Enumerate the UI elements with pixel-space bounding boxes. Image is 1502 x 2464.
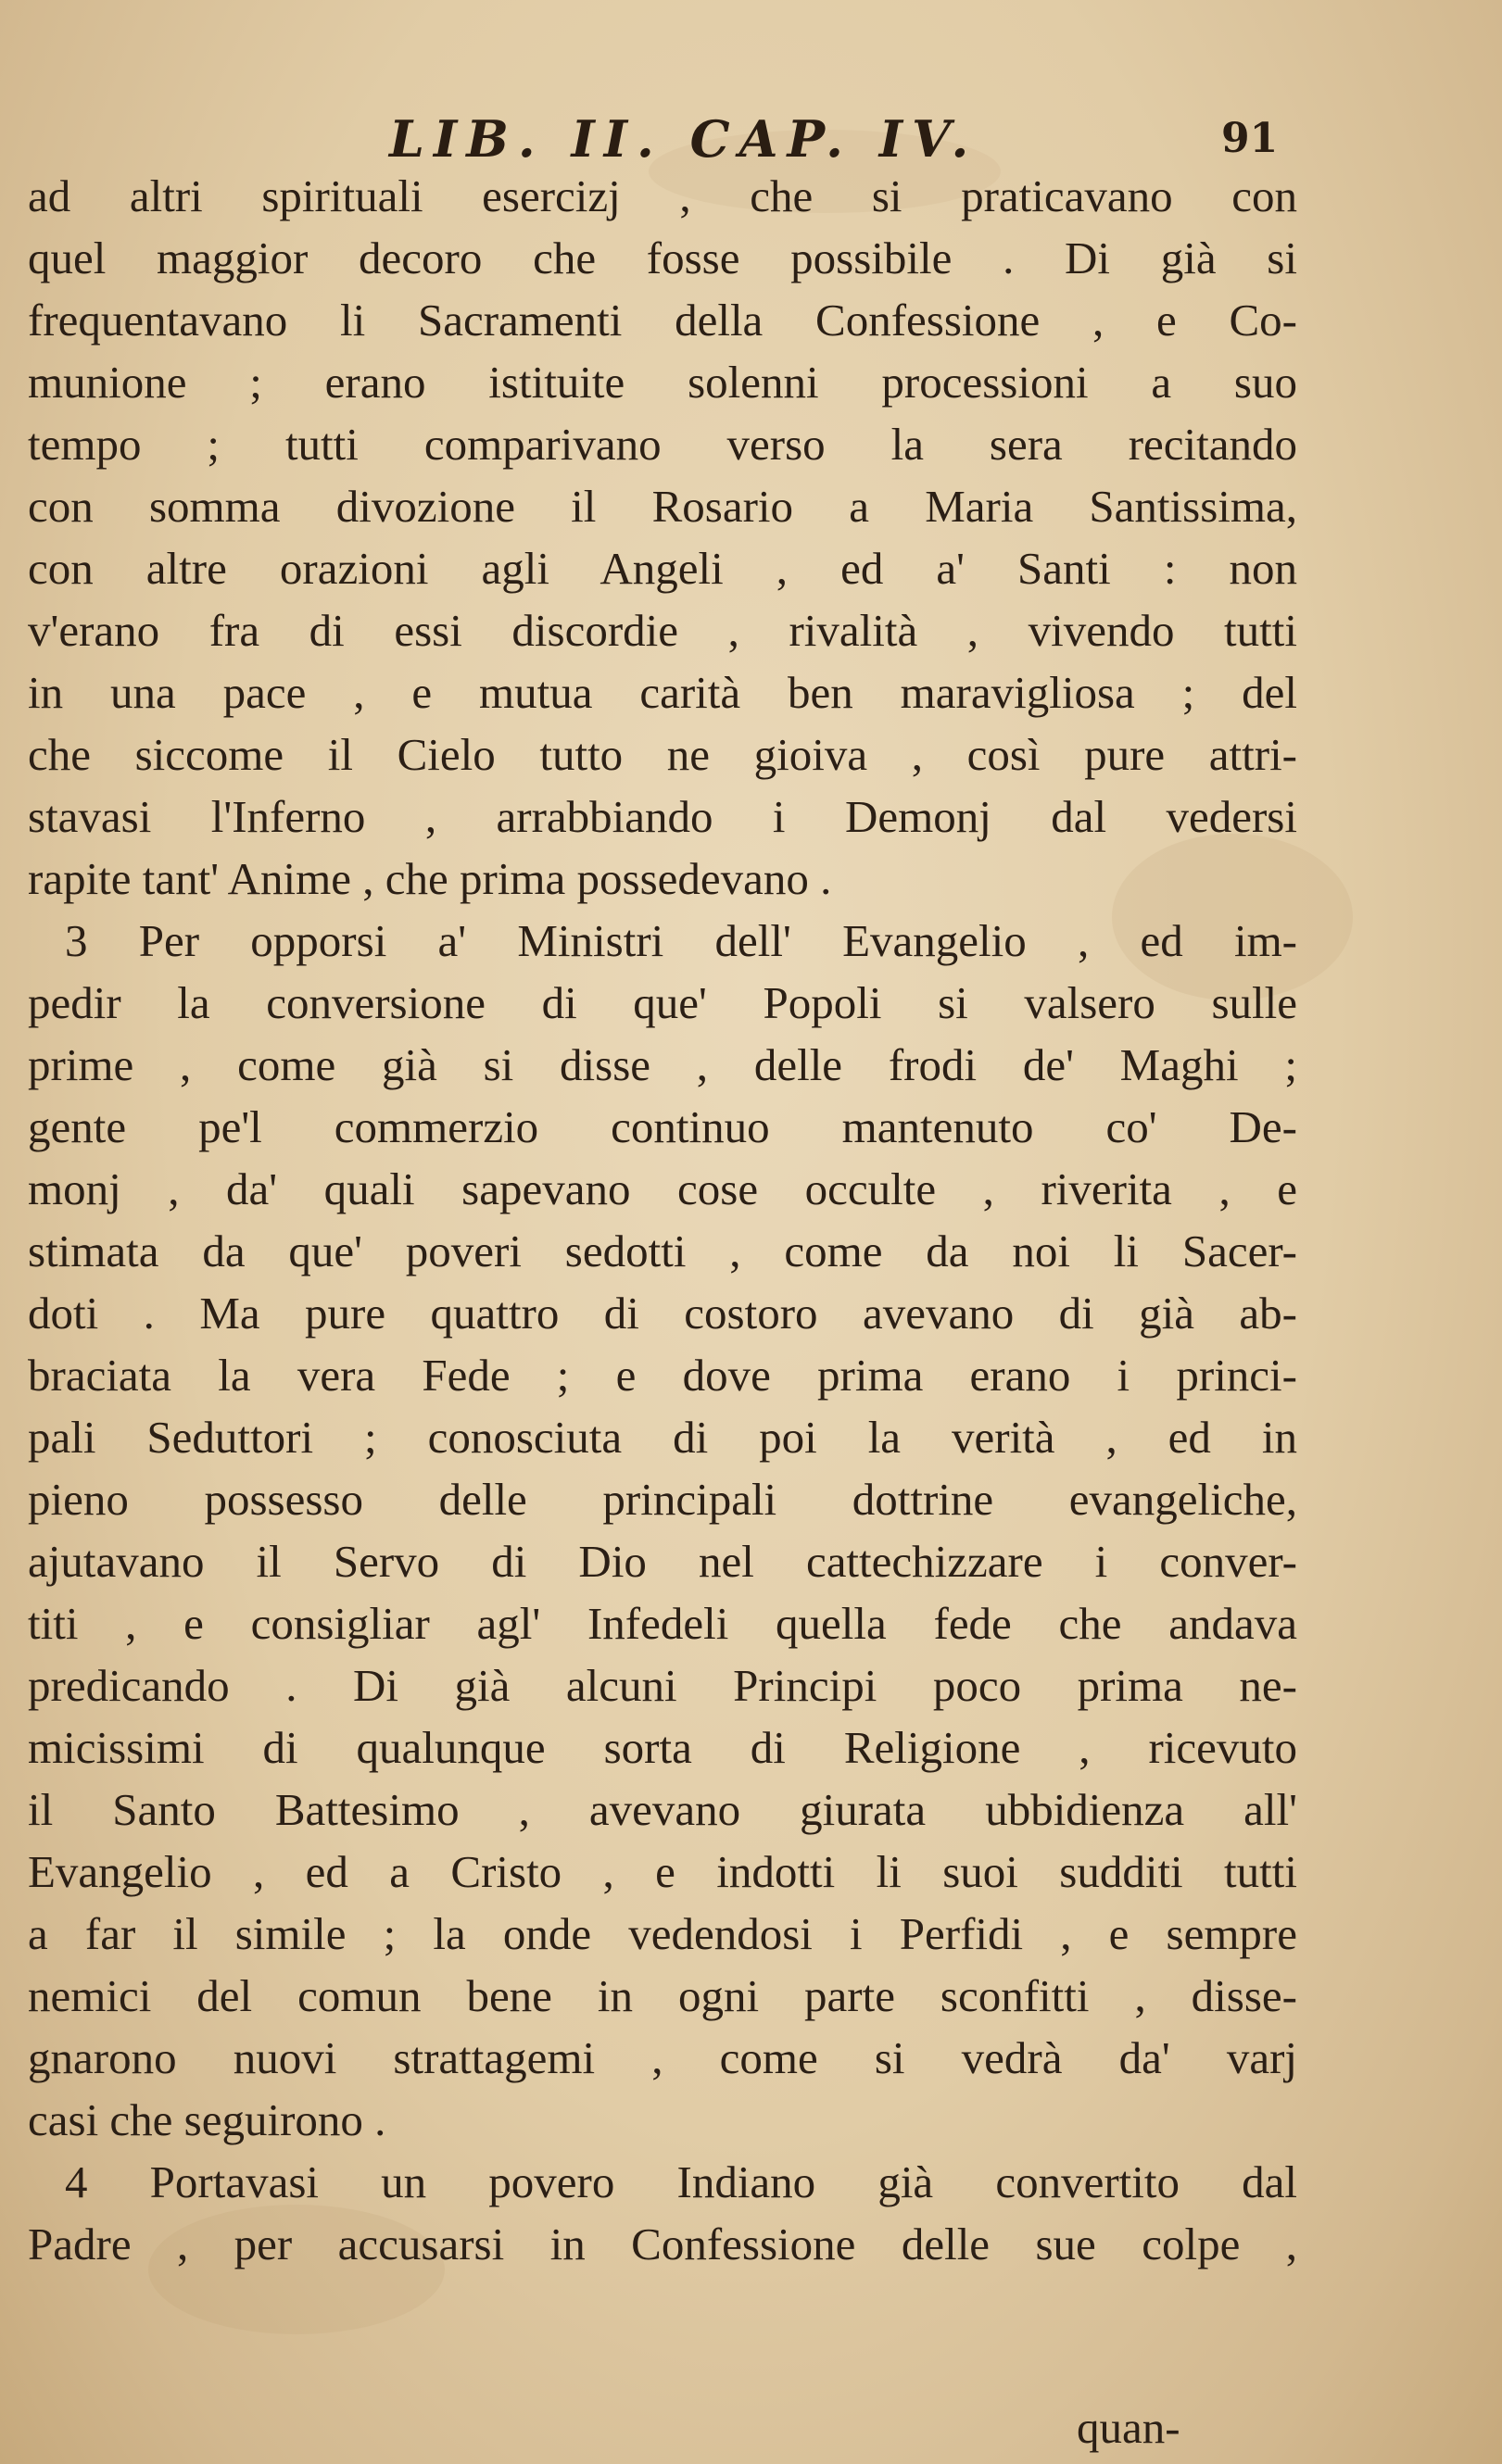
- text-line: che siccome il Cielo tutto ne gioiva , così pure attri-: [28, 729, 1297, 780]
- text-line: predicando . Di già alcuni Principi poco prima ne-: [28, 1660, 1297, 1711]
- text-line: in una pace , e mutua carità ben maravigliosa ; del: [28, 667, 1297, 718]
- body-text: [28, 165, 1297, 2275]
- text-line: braciata la vera Fede ; e dove prima erano i princi-: [28, 1350, 1297, 1401]
- page-number: 91: [1221, 115, 1279, 162]
- text-line: il Santo Battesimo , avevano giurata ubbidienza all': [28, 1784, 1297, 1835]
- text-line: nemici del comun bene in ogni parte sconfitti , disse-: [28, 1970, 1297, 2021]
- catchword: quan-: [1077, 2402, 1180, 2453]
- text-line: casi che seguirono .: [28, 2094, 386, 2145]
- running-head: LIB. II. CAP. IV.: [389, 109, 978, 169]
- catchword-row: [0, 2401, 1502, 2457]
- text-line: micissimi di qualunque sorta di Religione , ricevuto: [28, 1722, 1297, 1773]
- text-line: con somma divozione il Rosario a Maria Santissima,: [28, 481, 1297, 532]
- text-line: doti . Ma pure quattro di costoro avevano di già ab-: [28, 1288, 1297, 1339]
- text-line: gente pe'l commerzio continuo mantenuto co' De-: [28, 1101, 1297, 1152]
- text-line: munione ; erano istituite solenni processioni a suo: [28, 357, 1297, 408]
- text-line: pali Seduttori ; conosciuta di poi la verità , ed in: [28, 1412, 1297, 1463]
- text-line: pedir la conversione di que' Popoli si valsero sulle: [28, 977, 1297, 1028]
- text-line: ajutavano il Servo di Dio nel cattechizzare i conver-: [28, 1536, 1297, 1587]
- text-line: ad altri spirituali esercizj , che si praticavano con: [28, 170, 1297, 221]
- text-line: con altre orazioni agli Angeli , ed a' Santi : non: [28, 543, 1297, 594]
- paragraph-start-line: 4 Portavasi un povero Indiano già convertito dal: [65, 2156, 1297, 2207]
- text-line: Evangelio , ed a Cristo , e indotti li suoi sudditi tutti: [28, 1846, 1297, 1897]
- text-line: monj , da' quali sapevano cose occulte , riverita , e: [28, 1163, 1297, 1214]
- text-line: gnarono nuovi strattagemi , come si vedrà da' varj: [28, 2032, 1297, 2083]
- text-line: pieno possesso delle principali dottrine evangeliche,: [28, 1474, 1297, 1525]
- text-line: titi , e consigliar agl' Infedeli quella fede che andava: [28, 1598, 1297, 1649]
- text-line: rapite tant' Anime , che prima possedevano .: [28, 853, 832, 904]
- text-line: frequentavano li Sacramenti della Confessione , e Co-: [28, 295, 1297, 346]
- text-line: stavasi l'Inferno , arrabbiando i Demonj dal vedersi: [28, 791, 1297, 842]
- text-line: v'erano fra di essi discordie , rivalità , vivendo tutti: [28, 605, 1297, 656]
- text-line: prime , come già si disse , delle frodi de' Maghi ;: [28, 1039, 1297, 1090]
- text-line: stimata da que' poveri sedotti , come da noi li Sacer-: [28, 1226, 1297, 1276]
- paragraph-start-line: 3 Per opporsi a' Ministri dell' Evangelio , ed im-: [65, 915, 1297, 966]
- text-line: a far il simile ; la onde vedendosi i Perfidi , e sempre: [28, 1908, 1297, 1959]
- text-line: Padre , per accusarsi in Confessione delle sue colpe ,: [28, 2219, 1297, 2269]
- text-line: tempo ; tutti comparivano verso la sera recitando: [28, 419, 1297, 470]
- text-line: quel maggior decoro che fosse possibile . Di già si: [28, 233, 1297, 283]
